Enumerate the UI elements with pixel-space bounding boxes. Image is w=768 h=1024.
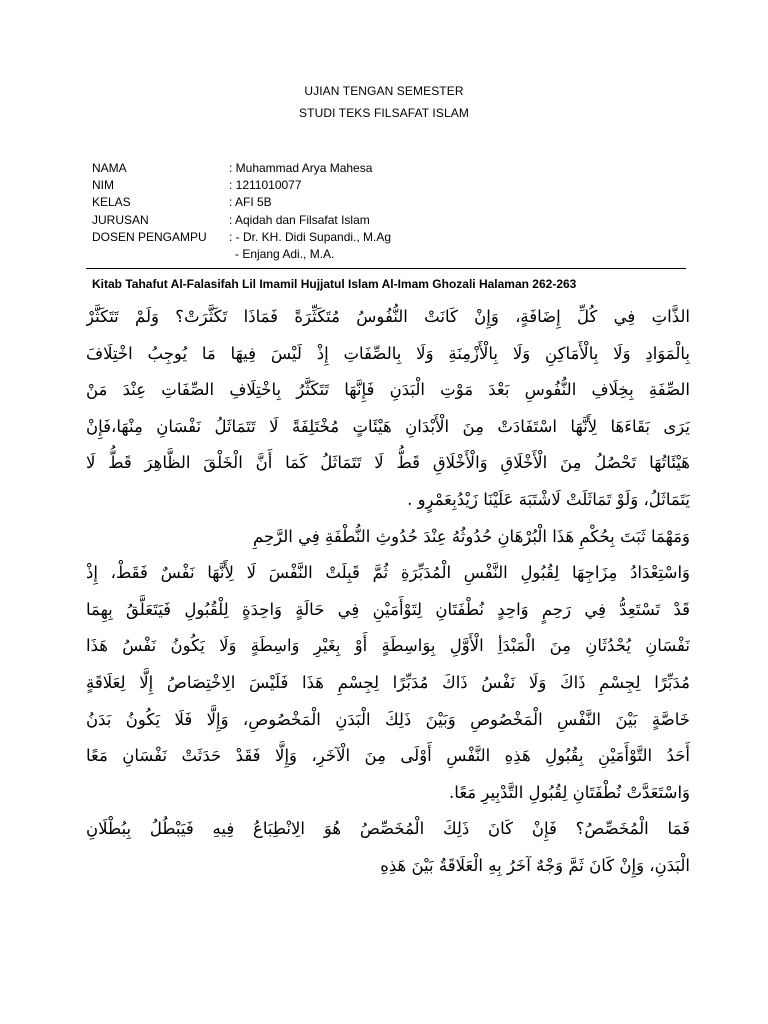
kitab-heading: Kitab Tahafut Al-Falasifah Lil Imamil Hujjatul Islam Al-Imam Ghozali Halaman 262-263 xyxy=(92,277,577,291)
arabic-line: يَتَمَاثَلُ، وَلَوْ تَمَاثَلَتْ لَاشْتَبَهَ عَلَيْنَا زَيْدُبِعَمْرٍو . xyxy=(407,489,690,509)
info-row-jurusan xyxy=(92,212,391,229)
dosen-value-1: : - Dr. KH. Didi Supandi., M.Ag xyxy=(229,229,392,244)
kelas-label: KELAS xyxy=(92,195,131,210)
arabic-line: يَرَى بَقَاءَهَا لِأَنَّهَا اسْتَفَادَتْ مِنَ الْأَبْدَانِ هَيْئَاتٍ مُخْتَلِفَةً لَا تَتَمَاثَلُ نَفْسَانِ مِنْهَا،فَإِنْ xyxy=(86,416,690,436)
kelas-value: : AFI 5B xyxy=(229,195,272,210)
course-title: STUDI TEKS FILSAFAT ISLAM xyxy=(299,106,469,120)
info-row-nim xyxy=(92,177,391,194)
info-row-nama xyxy=(92,160,391,177)
arabic-line: نَفْسَانِ يُحْدُثَانِ مِنَ الْمَبْدَأِ الْأَوَّلِ بِوَاسِطَةٍ أَوْ بِغَيْرِ وَاسِطَةٍ وَلَا يَكُونُ نَفْسُ هَذَا xyxy=(86,636,690,656)
arabic-line: مُدَبِّرًا لِجِسْمِ ذَاكَ وَلَا نَفْسُ ذَاكَ مُدَبِّرًا لِجِسْمِ هَذَا فَلَيْسَ الِاخْتِصَاصُ إِلَّا لِعَلَاقَةٍ xyxy=(86,672,690,692)
exam-title: UJIAN TENGAN SEMESTER xyxy=(304,84,464,98)
divider-line xyxy=(86,268,686,269)
nim-value: : 1211010077 xyxy=(229,178,302,193)
arabic-line: هَيْئَاتُهَا تَحْصُلُ مِنَ الْأَخْلَاقِ وَالْأَخْلَاقِ قَطُّ لَا تَتَمَاثَلُ كَمَا أَنَّ الْخَلْقَ الظَّاهِرَ قَطُّ لَا xyxy=(86,453,690,473)
jurusan-label: JURUSAN xyxy=(92,212,149,227)
arabic-line: فَمَا الْمُخَصِّصُ؟ فَإِنْ كَانَ ذَلِكَ الْمُخَصِّصُ هُوَ الِانْطِبَاعُ فِيهِ فَيَبْطُلُ بِبُطْلَانِ xyxy=(86,819,690,839)
nim-label: NIM xyxy=(92,178,114,193)
info-row-dosen-2 xyxy=(92,246,391,263)
dosen-label: DOSEN PENGAMPU xyxy=(92,229,207,244)
arabic-line: أَحَدُ التَّوْأَمَيْنِ بِقُبُولِ هَذِهِ النَّفْسِ أَوْلَى مِنَ الْآخَرِ، وَإِلَّا فَقَدْ حَدَثَتْ نَفْسَانِ مَعًا xyxy=(86,746,690,766)
arabic-line: الذَّاتِ فِي كُلِّ إِضَافَةٍ، وَإِنْ كَانَتْ النُّفُوسُ مُتَكَثِّرَةً فَمَاذَا تَكَثَّرَتْ؟ وَلَمْ تَتَكَثَّرْ xyxy=(86,307,690,326)
arabic-line: بِالْمَوَادِ وَلَا بِالْأَمَاكِنِ وَلَا بِالْأَزْمِنَةِ وَلَا بِالصِّفَاتِ إِذْ لَيْسَ فِيهَا مَا يُوجِبُ اخْتِلَافَ xyxy=(86,343,690,363)
student-info xyxy=(92,160,391,263)
info-row-dosen xyxy=(92,229,391,246)
arabic-line: خَاصَّةٍ بَيْنَ النَّفْسِ الْمَخْصُوصِ وَبَيْنَ ذَلِكَ الْبَدَنِ الْمَخْصُوصِ، وَإِلَّا فَلَا يَكُونُ بَدَنُ xyxy=(86,709,690,729)
jurusan-value: : Aqidah dan Filsafat Islam xyxy=(229,212,370,227)
arabic-line: وَمَهْمَا ثَبَتَ بِحُكْمِ هَذَا الْبُرْهَانِ حُدُوثُهُ عِنْدَ حُدُوثِ النُّطْفَةِ فِي الرَّحِمِ xyxy=(253,526,690,546)
nama-label: NAMA xyxy=(92,161,127,175)
info-row-kelas xyxy=(92,194,391,211)
nama-value: : Muhammad Arya Mahesa xyxy=(229,161,373,175)
arabic-line: الصِّفَةِ بِخِلَافِ النُّفُوسِ بَعْدَ مَوْتِ الْبَدَنِ فَإِنَّهَا تَتَكَثَّرُ بِاخْتِلَافِ الصِّفَاتِ عِنْدَ مَنْ xyxy=(86,380,690,400)
arabic-line: قَدْ تَسْتَعِدُّ فِي رَحِمٍ وَاحِدٍ نُطْفَتَانِ لِتَوْأَمَيْنِ فِي حَالَةٍ وَاحِدَةٍ لِلْقُبُولِ فَيَتَعَلَّقُ بِهِمَا xyxy=(86,599,690,619)
arabic-line: الْبَدَنِ، وَإِنْ كَانَ ثَمَّ وَجْهٌ آخَرُ بِهِ الْعَلَاقَةُ بَيْنَ هَذِهِ xyxy=(380,855,690,875)
dosen-value-2: - Enjang Adi., M.A. xyxy=(235,246,335,261)
arabic-line: وَاسْتِعْدَادُ مِزَاجِهَا لِقُبُولِ النَّفْسِ الْمُدَبِّرَةِ ثُمَّ قَبِلَتْ النَّفْسَ لَا لِأَنَّهَا نَفْسٌ فَقَطْ، إِذْ xyxy=(86,563,690,583)
arabic-text xyxy=(86,299,690,885)
arabic-line: وَاسْتَعَدَّتْ نُطْفَتَانِ لِقُبُولِ التَّدْبِيرِ مَعًا. xyxy=(449,782,690,802)
